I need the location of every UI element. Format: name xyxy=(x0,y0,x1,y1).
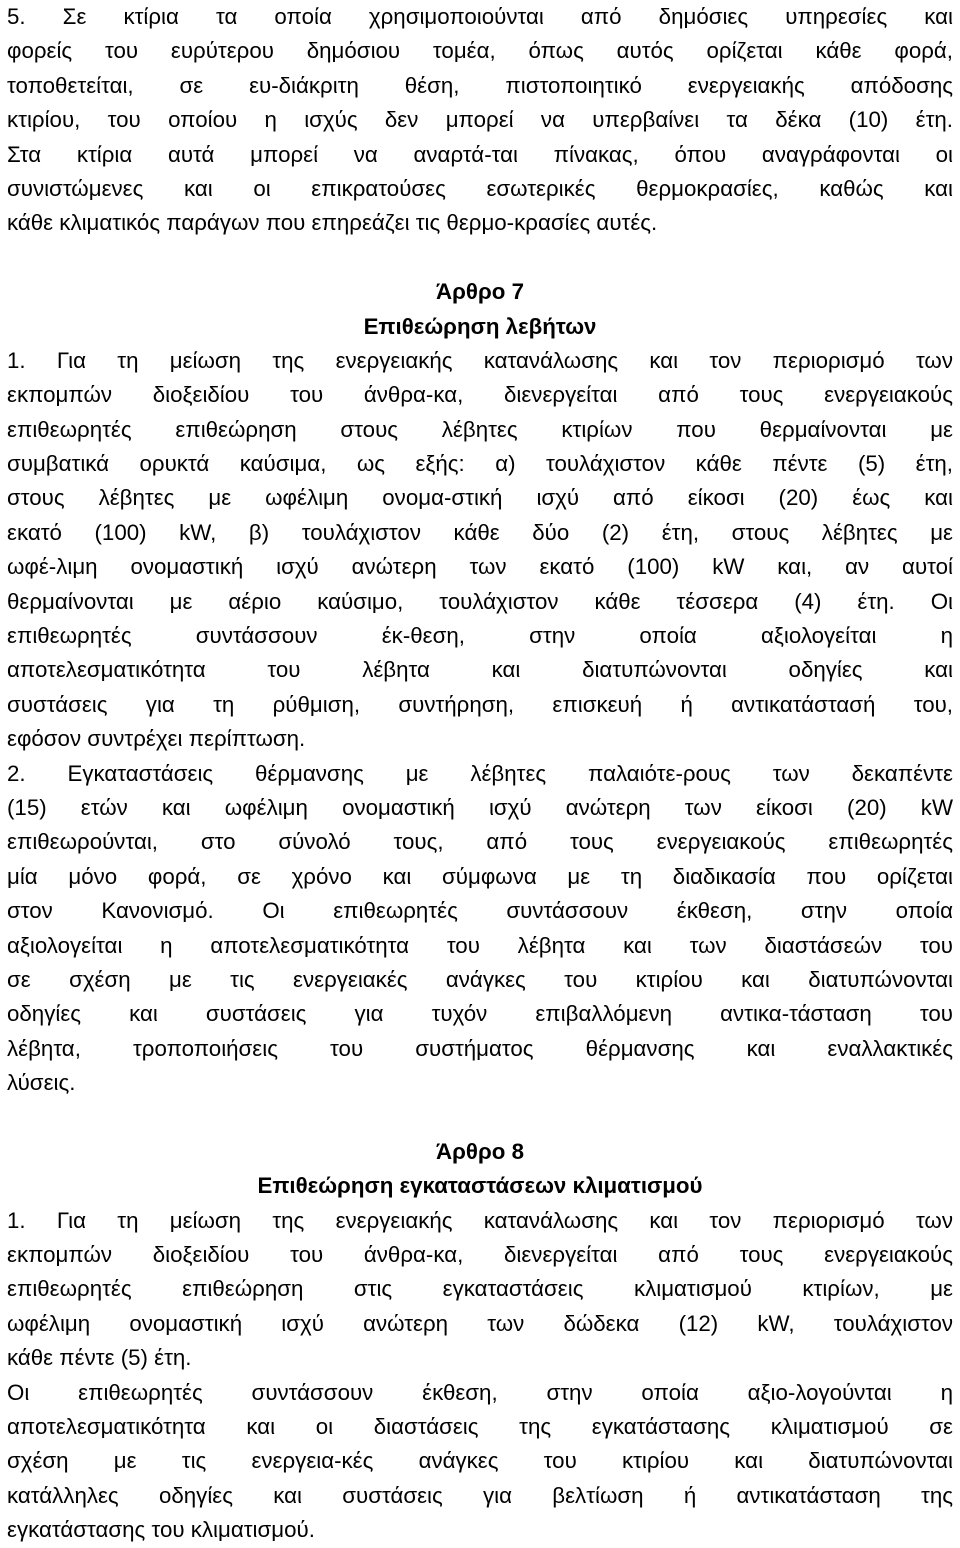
text-line: εφόσον συντρέχει περίπτωση. xyxy=(7,726,306,752)
text-line: συστάσεις για τη ρύθμιση, συντήρηση, επισκευή ή αντικατάστασή του, xyxy=(7,691,953,717)
text-line: συμβατικά ορυκτά καύσιμα, ως εξής: α) τουλάχιστον κάθε πέντε (5) έτη, xyxy=(7,451,953,477)
text-line: Στα κτίρια αυτά μπορεί να αναρτά-ται πίνακας, όπου αναγράφονται οι xyxy=(7,141,953,167)
paragraph-5 xyxy=(7,0,953,241)
text-line: κάθε κλιματικός παράγων που επηρεάζει τις θερμο-κρασίες αυτές. xyxy=(7,210,658,236)
text-line: ωφέ-λιμη ονομαστική ισχύ ανώτερη των εκατό (100) kW και, αν αυτοί xyxy=(7,554,953,580)
spacer xyxy=(7,241,953,275)
text-line: (15) ετών και ωφέλιμη ονομαστική ισχύ ανώτερη των είκοσι (20) kW xyxy=(7,794,953,820)
text-line: συνιστώμενες και οι επικρατούσες εσωτερικές θερμοκρασίες, καθώς και xyxy=(7,175,953,201)
text-line: φορείς του ευρύτερου δημόσιου τομέα, όπως αυτός ορίζεται κάθε φορά, xyxy=(7,38,953,64)
text-line: μία μόνο φορά, σε χρόνο και σύμφωνα με τη διαδικασία που ορίζεται xyxy=(7,863,953,889)
text-line: επιθεωρούνται, στο σύνολό τους, από τους ενεργειακούς επιθεωρητές xyxy=(7,829,953,855)
article-8-paragraph-1 xyxy=(7,1204,953,1376)
text-line: στον Κανονισμό. Οι επιθεωρητές συντάσσουν έκθεση, στην οποία xyxy=(7,898,953,924)
text-line: σχέση με τις ενεργεια-κές ανάγκες του κτιρίου και διατυπώνονται xyxy=(7,1448,953,1474)
text-line: τοποθετείται, σε ευ-διάκριτη θέση, πιστοποιητικό ενεργειακής απόδοσης xyxy=(7,72,953,98)
text-line: αποτελεσματικότητα του λέβητα και διατυπώνονται οδηγίες και xyxy=(7,657,953,683)
article-7 xyxy=(7,275,953,1100)
text-line: αξιολογείται η αποτελεσματικότητα του λέβητα και των διαστάσεών του xyxy=(7,932,953,958)
text-line: αποτελεσματικότητα και οι διαστάσεις της εγκατάστασης κλιματισμού σε xyxy=(7,1414,953,1440)
text-line: ωφέλιμη ονομαστική ισχύ ανώτερη των δώδεκα (12) kW, τουλάχιστον xyxy=(7,1310,953,1336)
text-line: κατάλληλες οδηγίες και συστάσεις για βελτίωση ή αντικατάσταση της xyxy=(7,1482,953,1508)
article-8-paragraph-2 xyxy=(7,1376,953,1548)
text-line: κτιρίου, του οποίου η ισχύς δεν μπορεί να υπερβαίνει τα δέκα (10) έτη. xyxy=(7,107,953,133)
text-line: 2. Εγκαταστάσεις θέρμανσης με λέβητες παλαιότε-ρους των δεκαπέντε xyxy=(7,760,953,786)
article-7-paragraph-2 xyxy=(7,757,953,1101)
article-8 xyxy=(7,1135,953,1548)
text-line: επιθεωρητές συντάσσουν έκ-θεση, στην οποία αξιολογείται η xyxy=(7,623,953,649)
text-line: εγκατάστασης του κλιματισμού. xyxy=(7,1517,315,1543)
spacer xyxy=(7,1101,953,1135)
text-line: επιθεωρητές επιθεώρηση στους λέβητες κτιρίων που θερμαίνονται με xyxy=(7,416,953,442)
text-line: λύσεις. xyxy=(7,1070,76,1096)
text-line: εκατό (100) kW, β) τουλάχιστον κάθε δύο (2) έτη, στους λέβητες με xyxy=(7,519,953,545)
article-7-number: Άρθρο 7 xyxy=(436,279,524,305)
text-line: στους λέβητες με ωφέλιμη ονομα-στική ισχύ από είκοσι (20) έως και xyxy=(7,485,953,511)
text-line: οδηγίες και συστάσεις για τυχόν επιβαλλόμενη αντικα-τάσταση του xyxy=(7,1001,953,1027)
article-7-paragraph-1 xyxy=(7,344,953,757)
text-line: κάθε πέντε (5) έτη. xyxy=(7,1345,192,1371)
text-line: λέβητα, τροποποιήσεις του συστήματος θέρμανσης και εναλλακτικές xyxy=(7,1035,953,1061)
text-line: σε σχέση με τις ενεργειακές ανάγκες του κτιρίου και διατυπώνονται xyxy=(7,966,953,992)
text-line: 1. Για τη μείωση της ενεργειακής κατανάλωσης και τον περιορισμό των xyxy=(7,347,953,373)
text-line: εκπομπών διοξειδίου του άνθρα-κα, διενεργείται από τους ενεργειακούς xyxy=(7,1242,953,1268)
article-7-title: Επιθεώρηση λεβήτων xyxy=(363,313,597,339)
article-8-title: Επιθεώρηση εγκαταστάσεων κλιματισμού xyxy=(257,1173,703,1199)
text-line: θερμαίνονται με αέριο καύσιμο, τουλάχιστον κάθε τέσσερα (4) έτη. Οι xyxy=(7,588,953,614)
text-line: 5. Σε κτίρια τα οποία χρησιμοποιούνται από δημόσιες υπηρεσίες και xyxy=(7,4,953,29)
article-8-number: Άρθρο 8 xyxy=(436,1138,524,1164)
text-line: 1. Για τη μείωση της ενεργειακής κατανάλωσης και τον περιορισμό των xyxy=(7,1207,953,1233)
text-line: εκπομπών διοξειδίου του άνθρα-κα, διενεργείται από τους ενεργειακούς xyxy=(7,382,953,408)
text-line: Οι επιθεωρητές συντάσσουν έκθεση, στην οποία αξιο-λογούνται η xyxy=(7,1379,953,1405)
text-line: επιθεωρητές επιθεώρηση στις εγκαταστάσεις κλιματισμού κτιρίων, με xyxy=(7,1276,953,1302)
